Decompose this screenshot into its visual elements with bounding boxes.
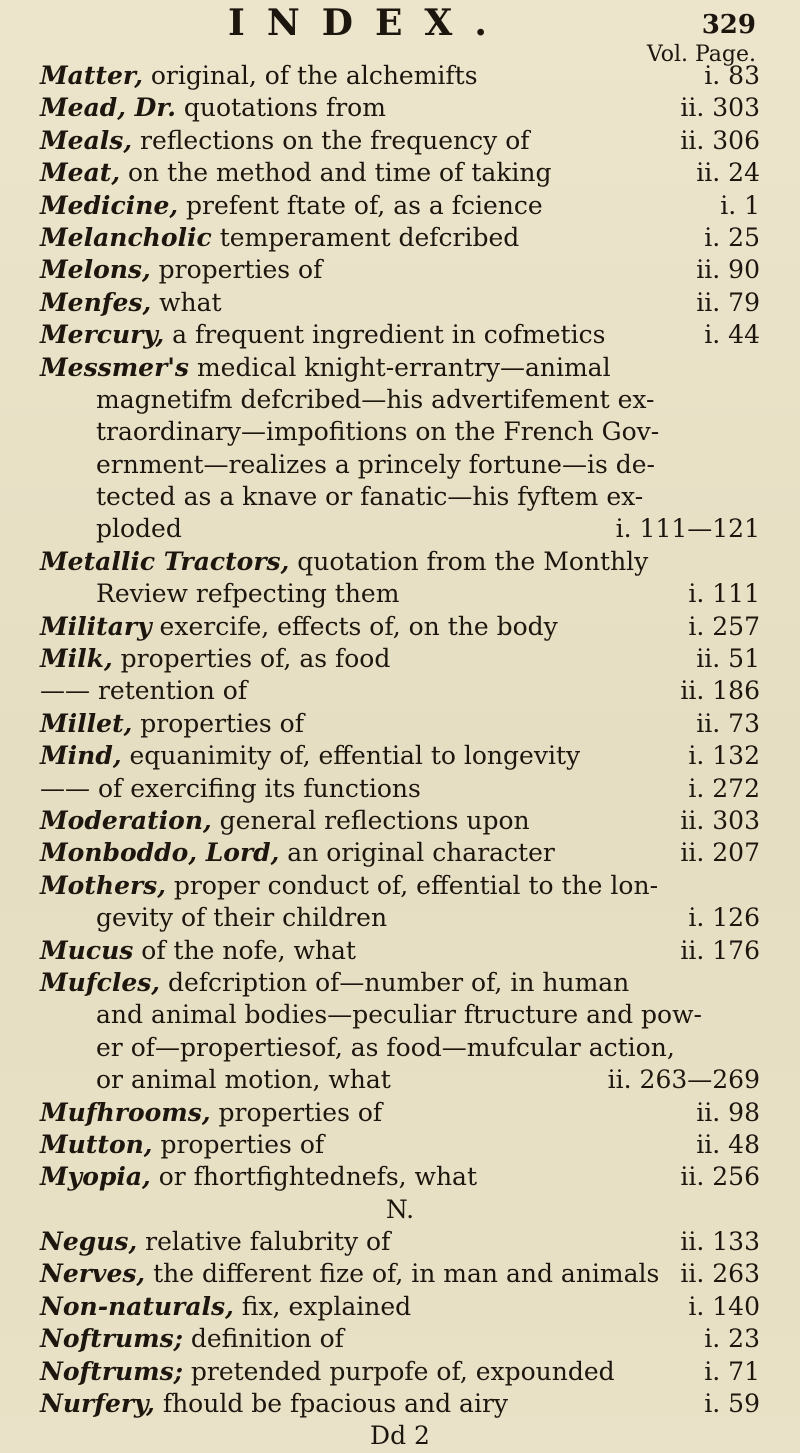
entry-description: and animal bodies—peculiar ftructure and pow-	[96, 1000, 702, 1030]
entry-description: gevity of their children	[96, 903, 388, 933]
entry-headword: Melons,	[40, 255, 151, 285]
index-entry	[40, 1323, 760, 1355]
entry-text	[40, 643, 390, 675]
index-entry	[40, 1226, 760, 1258]
entry-description: fix, explained	[233, 1291, 412, 1321]
entry-headword: Mothers,	[40, 870, 166, 900]
index-entry	[40, 675, 760, 707]
entry-text	[40, 1420, 760, 1452]
entry-description: traordinary—impofitions on the French Gov-	[96, 417, 660, 447]
entry-text	[96, 449, 655, 481]
entry-description: or fhortfightednefs, what	[150, 1162, 478, 1192]
entry-headword: Metallic Tractors,	[40, 546, 290, 576]
entry-text	[96, 416, 659, 448]
entry-description: proper conduct of, effential to the lon-	[165, 870, 659, 900]
entry-headword: Menfes,	[40, 287, 152, 317]
index-entry	[40, 1032, 760, 1064]
entry-description: original, of the alchemifts	[142, 61, 478, 90]
entry-headword: Monboddo, Lord,	[40, 838, 280, 868]
entry-reference: i. 1	[720, 190, 760, 220]
entry-text	[96, 513, 182, 545]
entry-text	[96, 1064, 391, 1096]
index-entry	[40, 708, 760, 740]
entry-headword: Mead, Dr.	[40, 93, 176, 123]
entry-description: or animal motion, what	[96, 1065, 391, 1095]
index-entry	[40, 578, 760, 610]
entry-text	[40, 1097, 382, 1129]
index-entry	[40, 416, 760, 448]
entry-headword: Mercury,	[40, 320, 165, 350]
entry-headword: Mind,	[40, 741, 122, 771]
entry-description: of the nofe, what	[133, 935, 356, 965]
entry-description: prefent ftate of, as a fcience	[178, 190, 543, 220]
entry-text	[40, 60, 478, 92]
entry-text	[40, 125, 530, 157]
entry-headword: Mufhrooms,	[40, 1097, 211, 1127]
entry-headword: Medicine,	[40, 190, 179, 220]
entry-reference: i. 111—121	[615, 514, 760, 544]
index-entry	[40, 967, 760, 999]
index-entry	[40, 1097, 760, 1129]
entry-reference: ii. 48	[696, 1129, 760, 1159]
entry-text	[40, 1323, 344, 1355]
entry-text	[40, 1356, 615, 1388]
entry-description: on the method and time of taking	[120, 158, 552, 188]
entry-text	[40, 287, 222, 319]
entry-reference: ii. 98	[696, 1097, 760, 1127]
entry-description: definition of	[182, 1324, 344, 1354]
entry-description: quotations from	[175, 93, 386, 123]
entry-headword: Mucus	[40, 935, 134, 965]
entry-text	[40, 319, 605, 351]
entry-description: quotation from the Monthly	[289, 546, 649, 576]
entry-reference: i. 59	[704, 1389, 760, 1419]
column-heading: Vol. Page.	[646, 42, 756, 67]
entry-description: Dd 2	[370, 1421, 430, 1451]
entry-reference: ii. 303	[680, 805, 760, 835]
entry-text	[96, 902, 387, 934]
entry-headword: Mutton,	[40, 1129, 153, 1159]
entry-reference: i. 257	[688, 611, 760, 641]
index-entry	[40, 1129, 760, 1161]
entry-text	[40, 740, 580, 772]
running-head	[0, 2, 800, 42]
entry-description: Review refpecting them	[96, 579, 400, 609]
entry-text	[40, 1258, 659, 1290]
entry-description: a frequent ingredient in cofmetics	[164, 320, 606, 350]
index-entry	[40, 384, 760, 416]
entry-description: equanimity of, effential to longevity	[121, 741, 581, 771]
entry-reference: ii. 73	[696, 708, 760, 738]
entry-headword: Matter,	[40, 61, 143, 90]
entry-reference: ii. 79	[696, 287, 760, 317]
entry-reference: i. 83	[704, 61, 760, 90]
entry-reference: ii. 176	[680, 935, 760, 965]
entry-headword: Negus,	[40, 1227, 138, 1257]
entry-reference: i. 25	[704, 222, 760, 252]
entry-reference: ii. 263—269	[607, 1065, 760, 1095]
entry-reference: ii. 24	[696, 158, 760, 188]
entry-reference: i. 126	[688, 903, 760, 933]
index-entry	[40, 546, 760, 578]
index-entry	[40, 92, 760, 124]
entry-description: —— retention of	[40, 676, 248, 706]
entry-text	[40, 1194, 760, 1226]
entry-reference: ii. 303	[680, 93, 760, 123]
entry-description: N.	[385, 1194, 415, 1224]
index-entry	[40, 449, 760, 481]
index-entry	[40, 1388, 760, 1420]
running-title: INDEX.	[228, 2, 509, 44]
entry-description: what	[151, 287, 222, 317]
entry-description: general reflections upon	[211, 805, 530, 835]
entry-text	[40, 1161, 477, 1193]
entry-text	[40, 157, 552, 189]
entry-headword: Milk,	[40, 644, 113, 674]
entry-description: fhould be fpacious and airy	[154, 1389, 509, 1419]
entry-description: magnetifm defcribed—his advertifement ex-	[96, 384, 655, 414]
entry-headword: Meat,	[40, 158, 121, 188]
entry-text	[96, 384, 655, 416]
entry-reference: i. 272	[688, 773, 760, 803]
entry-description: tected as a knave or fanatic—his fyftem ex-	[96, 482, 644, 512]
index-entry	[40, 513, 760, 545]
entry-description: temperament defcribed	[211, 222, 520, 252]
entry-text	[40, 935, 356, 967]
entry-description: an original character	[279, 838, 555, 868]
entry-text	[40, 675, 247, 707]
entry-reference: ii. 256	[680, 1162, 760, 1192]
section-marker	[40, 1194, 760, 1226]
entry-reference: i. 44	[704, 320, 760, 350]
index-entry	[40, 837, 760, 869]
entry-description: exercife, effects of, on the body	[151, 611, 558, 641]
entry-text	[40, 222, 519, 254]
entry-reference: ii. 90	[696, 255, 760, 285]
entry-headword: Messmer's	[40, 352, 189, 382]
index-entry	[40, 773, 760, 805]
entry-reference: ii. 186	[680, 676, 760, 706]
entry-text	[40, 92, 386, 124]
entry-text	[40, 837, 555, 869]
entry-description: medical knight-errantry—animal	[189, 352, 611, 382]
entry-text	[40, 254, 322, 286]
entry-reference: i. 132	[688, 741, 760, 771]
page-number: 329	[701, 10, 756, 40]
index-entry	[40, 319, 760, 351]
entry-description: properties of	[210, 1097, 383, 1127]
index-entry	[40, 222, 760, 254]
index-entry	[40, 1161, 760, 1193]
entry-description: reflections on the frequency of	[132, 125, 530, 155]
index-entry	[40, 190, 760, 222]
entry-description: the different fize of, in man and animals	[145, 1259, 660, 1289]
index-entry	[40, 1291, 760, 1323]
entry-headword: Meals,	[40, 125, 133, 155]
entry-text	[40, 773, 421, 805]
index-entry	[40, 157, 760, 189]
entry-description: defcription of—number of, in human	[160, 967, 630, 997]
entry-headword: Nerves,	[40, 1259, 146, 1289]
entry-description: ernment—realizes a princely fortune—is de-	[96, 449, 655, 479]
index-entry	[40, 999, 760, 1031]
index-entry	[40, 60, 760, 92]
entry-text	[40, 546, 648, 578]
entry-headword: Noftrums;	[40, 1356, 183, 1386]
entry-text	[40, 1388, 508, 1420]
entry-text	[40, 1291, 411, 1323]
entry-reference: ii. 207	[680, 838, 760, 868]
entry-reference: ii. 263	[680, 1259, 760, 1289]
entry-description: er of—propertiesof, as food—mufcular action,	[96, 1032, 675, 1062]
entry-description: relative falubrity of	[137, 1227, 391, 1257]
index-entry	[40, 1258, 760, 1290]
index-entry	[40, 902, 760, 934]
index-entry	[40, 125, 760, 157]
entry-headword: Mufcles,	[40, 967, 161, 997]
entry-text	[96, 578, 399, 610]
section-marker	[40, 1420, 760, 1452]
entry-text	[40, 190, 543, 222]
index-entry	[40, 1064, 760, 1096]
entry-reference: ii. 306	[680, 125, 760, 155]
entry-text	[40, 352, 611, 384]
index-entry	[40, 287, 760, 319]
index-entry	[40, 643, 760, 675]
entry-headword: Melancholic	[40, 222, 212, 252]
index-entry	[40, 352, 760, 384]
entry-reference: ii. 133	[680, 1227, 760, 1257]
entry-reference: i. 140	[688, 1291, 760, 1321]
entry-reference: i. 23	[704, 1324, 760, 1354]
entry-description: ploded	[96, 514, 182, 544]
index-entry	[40, 740, 760, 772]
index-entry	[40, 935, 760, 967]
entry-description: properties of, as food	[112, 644, 391, 674]
entry-text	[96, 999, 702, 1031]
entry-description: pretended purpofe of, expounded	[182, 1356, 615, 1386]
entry-text	[40, 1129, 324, 1161]
index-entry	[40, 1356, 760, 1388]
index-entry	[40, 870, 760, 902]
entry-description: properties of	[150, 255, 323, 285]
index-entries	[40, 60, 760, 1453]
entry-text	[40, 611, 558, 643]
entry-headword: Moderation,	[40, 805, 212, 835]
index-entry	[40, 481, 760, 513]
entry-text	[96, 1032, 675, 1064]
entry-headword: Noftrums;	[40, 1324, 183, 1354]
entry-headword: Nurfery,	[40, 1389, 155, 1419]
entry-description: properties of	[132, 708, 304, 738]
entry-text	[96, 481, 643, 513]
entry-reference: i. 71	[704, 1356, 760, 1386]
index-entry	[40, 254, 760, 286]
entry-description: properties of	[152, 1129, 325, 1159]
entry-headword: Millet,	[40, 708, 133, 738]
entry-reference: i. 111	[688, 579, 760, 609]
index-entry	[40, 611, 760, 643]
entry-headword: Non-naturals,	[40, 1291, 234, 1321]
entry-text	[40, 805, 530, 837]
entry-text	[40, 870, 658, 902]
index-entry	[40, 805, 760, 837]
entry-headword: Military	[40, 611, 152, 641]
entry-text	[40, 708, 304, 740]
entry-reference: ii. 51	[696, 644, 760, 674]
entry-description: —— of exercifing its functions	[40, 773, 421, 803]
entry-text	[40, 1226, 390, 1258]
entry-text	[40, 967, 629, 999]
entry-headword: Myopia,	[40, 1162, 151, 1192]
